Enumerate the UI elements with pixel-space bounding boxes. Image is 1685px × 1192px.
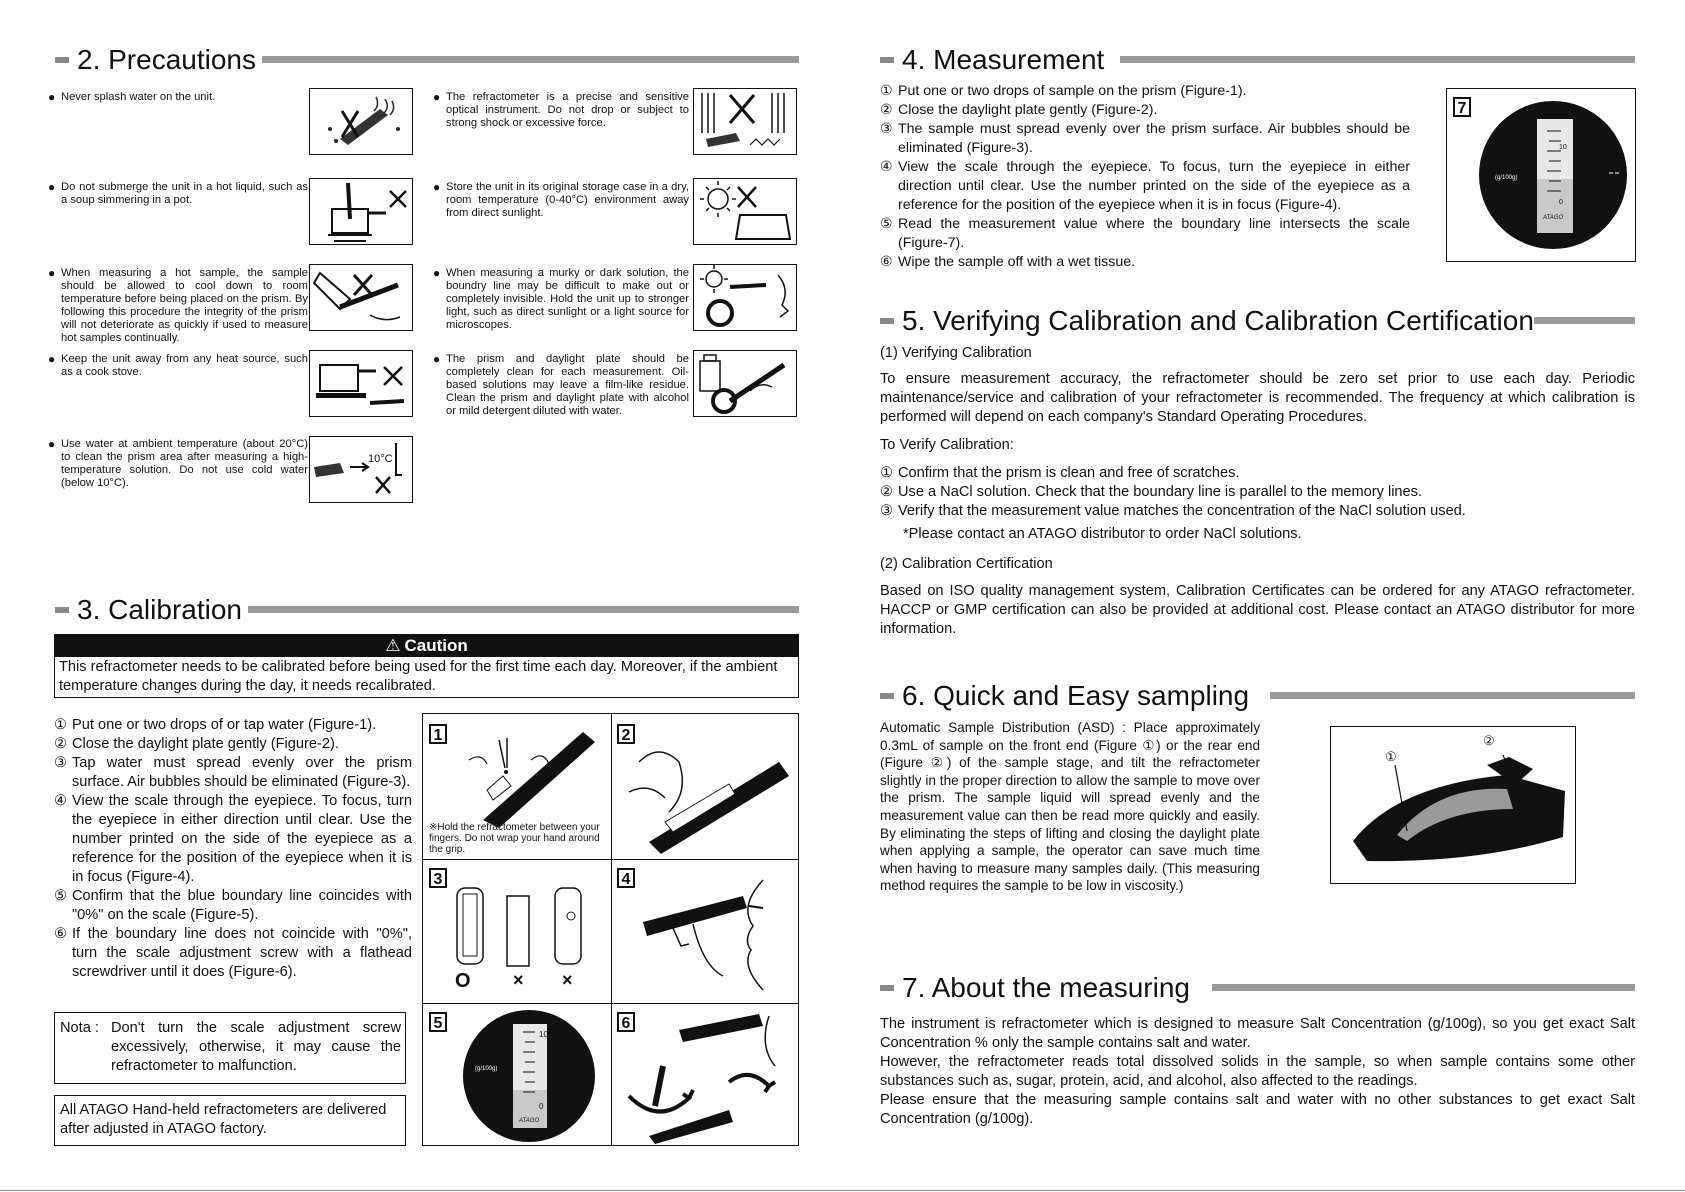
asd-refractometer-illustration xyxy=(1337,745,1571,881)
section-bullet-icon xyxy=(880,985,894,991)
caution-text: This refractometer needs to be calibrated before being used for the first time each day. Moreover, if the ambient temperature changes during the day, it needs recalibrated. xyxy=(59,659,778,694)
no-shock-illustration xyxy=(693,88,797,155)
list-item xyxy=(54,925,412,982)
water-temp-icon xyxy=(310,437,412,502)
about-paragraph: However, the refractometer reads total dissolved solids in the sample, so when sample contains some other substances such as, sugar, protein, acid, and alcohol, also affected to the readings. xyxy=(880,1054,1635,1089)
about-title-text: 7. About the measuring xyxy=(902,972,1190,1003)
verifying-paragraph: To ensure measurement accuracy, the refractometer should be zero set prior to use each day. Periodic maintenance/service and calibration of your refractometer is recommended. The frequency at which calibration is performed will depend on each company's Standard Operating Procedures. xyxy=(880,371,1635,425)
divider xyxy=(423,859,798,860)
list-item xyxy=(880,215,1410,253)
about-paragraphs xyxy=(880,1015,1635,1129)
bullet-icon: ● xyxy=(48,90,56,104)
figure-number: 1 xyxy=(429,724,447,744)
step-number: ② xyxy=(54,736,68,752)
about-paragraph: Please ensure that the measuring sample contains salt and water with no other substances to get exact Salt Concentration (g/100g). xyxy=(880,1092,1635,1127)
step-text: Put one or two drops of or tap water (Figure-1). xyxy=(72,717,377,733)
precaution-item xyxy=(433,353,689,418)
step-number: ② xyxy=(880,102,893,118)
pot-cross-icon xyxy=(310,179,412,244)
nota-text: Don't turn the scale adjustment screw excessively, otherwise, it may cause the refractometer to malfunction. xyxy=(111,1020,401,1074)
step-text: Wipe the sample off with a wet tissue. xyxy=(898,254,1136,270)
step-text: Close the daylight plate gently (Figure-2). xyxy=(72,736,339,752)
sample-spread-illustration xyxy=(443,874,603,974)
view-eyepiece-illustration xyxy=(623,866,795,1000)
to-verify-label: To Verify Calibration: xyxy=(880,437,1014,453)
nacl-note: *Please contact an ATAGO distributor to order NaCl solutions. xyxy=(903,526,1302,542)
list-item xyxy=(54,735,412,754)
list-item xyxy=(880,483,1635,502)
precautions-title-text: 2. Precautions xyxy=(77,44,256,75)
figure-7 xyxy=(1446,88,1636,262)
title-rule xyxy=(248,606,799,613)
scale-brand-label: ATAGO xyxy=(1543,215,1564,221)
list-item xyxy=(54,716,412,735)
sun-cross-icon xyxy=(694,179,796,244)
step-number: ④ xyxy=(54,793,68,809)
nota-box xyxy=(54,1012,406,1084)
measurement-title xyxy=(880,44,1104,76)
sunlight-ok-icon xyxy=(694,265,796,330)
precaution-text: Do not submerge the unit in a hot liquid, such as a soup simmering in a pot. xyxy=(61,181,308,206)
precaution-text: Use water at ambient temperature (about 20°C) to clean the prism area after measuring a high-temperature solution. Do not use cold water (below 10°C). xyxy=(61,438,308,489)
step-number: ① xyxy=(880,465,894,481)
bullet-icon: ● xyxy=(48,180,56,194)
list-item xyxy=(54,887,412,925)
storage-illustration xyxy=(693,178,797,245)
figure-mark-front: ① xyxy=(1385,749,1397,764)
certification-subheading: (2) Calibration Certification xyxy=(880,556,1053,572)
figure-grid xyxy=(422,713,799,1146)
step-number: ⑤ xyxy=(54,888,68,904)
bullet-icon: ● xyxy=(48,352,56,366)
scale-tick-label: 10 xyxy=(539,1030,548,1039)
bullet-icon: ● xyxy=(48,437,56,451)
precaution-text: The prism and daylight plate should be completely clean for each measurement. Oil-based solutions may leave a film-like residue. Clean the prism and daylight plate with alcohol or mild detergent diluted with water. xyxy=(446,353,689,417)
factory-note: All ATAGO Hand-held refractometers are delivered after adjusted in ATAGO factory. xyxy=(60,1102,387,1137)
stove-cross-icon xyxy=(310,351,412,416)
title-rule xyxy=(262,56,799,63)
section-bullet-icon xyxy=(880,57,894,63)
list-item xyxy=(880,253,1410,272)
nota-label: Nota : xyxy=(60,1020,99,1036)
step-number: ② xyxy=(880,484,894,500)
measurement-title-text: 4. Measurement xyxy=(902,44,1105,75)
caution-header xyxy=(55,635,798,657)
precautions-title xyxy=(55,44,256,76)
precaution-item xyxy=(48,181,308,207)
calibration-steps xyxy=(54,716,412,982)
sampling-title-text: 6. Quick and Easy sampling xyxy=(902,680,1250,711)
figure-number: 4 xyxy=(617,868,635,888)
step-text: Confirm that the blue boundary line coincides with "0%" on the scale (Figure-5). xyxy=(72,888,412,923)
temperature-label: 10°C xyxy=(368,453,393,465)
bullet-icon: ● xyxy=(433,180,441,194)
precaution-item xyxy=(433,181,689,220)
figure-number: 3 xyxy=(429,868,447,888)
murky-solution-illustration xyxy=(693,264,797,331)
page-bottom-rule xyxy=(0,1190,1685,1191)
scale-tick-label: 10 xyxy=(1559,144,1567,151)
precaution-item xyxy=(433,91,689,130)
precaution-text: The refractometer is a precise and sensitive optical instrument. Do not drop or subject to strong shock or excessive force. xyxy=(446,91,689,129)
calibration-title-text: 3. Calibration xyxy=(77,594,242,625)
heat-source-illustration xyxy=(309,350,413,417)
step-text: The sample must spread evenly over the prism surface. Air bubbles should be eliminated (Figure-3). xyxy=(898,121,1410,156)
scale-tick-label: 0 xyxy=(539,1102,544,1111)
precaution-item xyxy=(48,91,308,104)
step-text: Put one or two drops of sample on the prism (Figure-1). xyxy=(898,83,1247,99)
section-bullet-icon xyxy=(55,57,69,63)
calibration-title xyxy=(55,594,242,626)
splash-cross-icon xyxy=(310,89,412,154)
bullet-icon: ● xyxy=(433,266,441,280)
caution-title: Caution xyxy=(404,636,468,655)
step-text: Use a NaCl solution. Check that the boundary line is parallel to the memory lines. xyxy=(898,484,1423,500)
hot-sample-icon xyxy=(310,265,412,330)
verifying-title xyxy=(880,305,1534,337)
bullet-icon: ● xyxy=(433,90,441,104)
step-number: ③ xyxy=(880,503,894,519)
adjust-screw-illustration xyxy=(619,1006,795,1144)
step-number: ① xyxy=(880,83,893,99)
list-item xyxy=(880,502,1635,521)
step-number: ⑥ xyxy=(880,254,893,270)
ambient-water-illustration xyxy=(309,436,413,503)
step-text: Close the daylight plate gently (Figure-2). xyxy=(898,102,1158,118)
list-item xyxy=(880,120,1410,158)
ng-mark: × xyxy=(562,970,573,990)
step-number: ③ xyxy=(880,121,893,137)
alcohol-ok-icon xyxy=(694,351,796,416)
precaution-text: Never splash water on the unit. xyxy=(61,91,216,103)
list-item xyxy=(54,792,412,887)
scale-brand-label: ATAGO xyxy=(519,1118,540,1124)
precaution-text: When measuring a murky or dark solution, the boundry line may be difficult to make out or completely invisible. Hold the unit up to stronger light, such as direct sunlight or a light source for microscopes. xyxy=(446,267,689,331)
step-text: View the scale through the eyepiece. To focus, turn the eyepiece in either direction until clear. Use the number printed on the side of the eyepiece as a reference for the position of the eyepiece when it is in focus (Figure-4). xyxy=(72,793,412,885)
list-item xyxy=(54,754,412,792)
ok-mark: O xyxy=(455,970,471,992)
factory-note-box xyxy=(54,1095,406,1146)
no-submerge-illustration xyxy=(309,178,413,245)
certification-paragraph: Based on ISO quality management system, Calibration Certificates can be ordered for any ATAGO refractometer. HACCP or GMP certification can also be provided at additional cost. Please contact an ATAGO distributor for more information. xyxy=(880,583,1635,637)
shock-cross-icon xyxy=(694,89,796,154)
no-splash-illustration xyxy=(309,88,413,155)
precaution-item xyxy=(48,353,308,379)
step-number: ③ xyxy=(54,755,68,771)
step-text: Confirm that the prism is clean and free of scratches. xyxy=(898,465,1240,481)
verifying-subheading: (1) Verifying Calibration xyxy=(880,345,1032,361)
figure-mark-rear: ② xyxy=(1483,733,1495,748)
list-item xyxy=(880,101,1410,120)
section-bullet-icon xyxy=(880,318,894,324)
list-item xyxy=(880,158,1410,215)
about-paragraph: The instrument is refractometer which is designed to measure Salt Concentration (g/100g), so you get exact Salt Concentration % only the sample contains salt and water. xyxy=(880,1016,1635,1051)
list-item xyxy=(880,82,1410,101)
title-rule xyxy=(1120,56,1635,63)
step-text: Read the measurement value where the boundary line intersects the scale (Figure-7). xyxy=(898,216,1410,251)
figure-number: 2 xyxy=(617,724,635,744)
precaution-item xyxy=(433,267,689,332)
ng-mark: × xyxy=(513,970,524,990)
step-number: ⑤ xyxy=(880,216,893,232)
divider xyxy=(611,714,612,1145)
clean-prism-illustration xyxy=(693,350,797,417)
step-number: ④ xyxy=(880,159,893,175)
title-rule xyxy=(1270,692,1635,699)
figure-caption: ※Hold the refractometer between your fingers. Do not wrap your hand around the grip. xyxy=(429,822,600,855)
scale-tick-label: 0 xyxy=(1559,199,1563,206)
section-bullet-icon xyxy=(55,607,69,613)
close-plate-illustration xyxy=(619,732,795,856)
figure-number: 6 xyxy=(617,1012,635,1032)
refractometer-drop-illustration xyxy=(463,720,603,830)
sampling-title xyxy=(880,680,1249,712)
step-text: View the scale through the eyepiece. To focus, turn the eyepiece in either direction until clear. Use the number printed on the side of the eyepiece as a reference for the position of the eyepiece when it is in focus (Figure-4). xyxy=(898,159,1410,213)
about-title xyxy=(880,972,1190,1004)
sampling-paragraph: Automatic Sample Distribution (ASD) : Place approximately 0.3mL of sample on the front end (Figure ①) or the rear end (Figure ②) of the sample stage, and tilt the refractometer slightly in the proper direction to allow the sample to move over the prism. The sample liquid will spread evenly and the measurement value can then be read more quickly and easily. By eliminating the steps of lifting and closing the daylight plate when applying a sample, the operator can save much time when having to measure many samples daily. (This measuring method requires the sample to be low in viscosity.) xyxy=(880,720,1260,894)
scale-unit-label: (g/100g) xyxy=(475,1066,498,1072)
figure-number: 5 xyxy=(429,1012,447,1032)
step-number: ① xyxy=(54,717,68,733)
caution-box xyxy=(54,634,799,698)
precaution-item xyxy=(48,267,308,345)
step-text: Tap water must spread evenly over the prism surface. Air bubbles should be eliminated (Figure-3). xyxy=(72,755,412,790)
precaution-text: Keep the unit away from any heat source, such as a cook stove. xyxy=(61,353,308,378)
title-rule xyxy=(1212,984,1635,991)
precaution-text: Store the unit in its original storage case in a dry, room temperature (0-40°C) environment away from direct sunlight. xyxy=(446,181,689,219)
scale-view-illustration xyxy=(453,1004,603,1146)
section-bullet-icon xyxy=(880,693,894,699)
verify-steps xyxy=(880,464,1635,521)
figure-number: 7 xyxy=(1453,97,1471,117)
bullet-icon: ● xyxy=(48,266,56,280)
bullet-icon: ● xyxy=(433,352,441,366)
precaution-item xyxy=(48,438,308,490)
asd-figure xyxy=(1330,726,1576,884)
verifying-title-text: 5. Verifying Calibration and Calibration Certification xyxy=(902,305,1534,336)
warning-icon: ⚠ xyxy=(385,636,401,655)
measurement-steps xyxy=(880,82,1410,272)
precaution-text: When measuring a hot sample, the sample should be allowed to cool down to room temperature before being placed on the prism. By following this procedure the integrity of the prism will not deteriorate as quickly if used to measure hot samples continually. xyxy=(61,267,308,344)
title-rule xyxy=(1534,317,1635,324)
step-text: If the boundary line does not coincide with "0%", turn the scale adjustment screw with a flathead screwdriver until it does (Figure-6). xyxy=(72,926,412,980)
hot-sample-illustration xyxy=(309,264,413,331)
step-text: Verify that the measurement value matches the concentration of the NaCl solution used. xyxy=(898,503,1466,519)
list-item xyxy=(880,464,1635,483)
step-number: ⑥ xyxy=(54,926,68,942)
scale-unit-label: (g/100g) xyxy=(1495,175,1518,181)
